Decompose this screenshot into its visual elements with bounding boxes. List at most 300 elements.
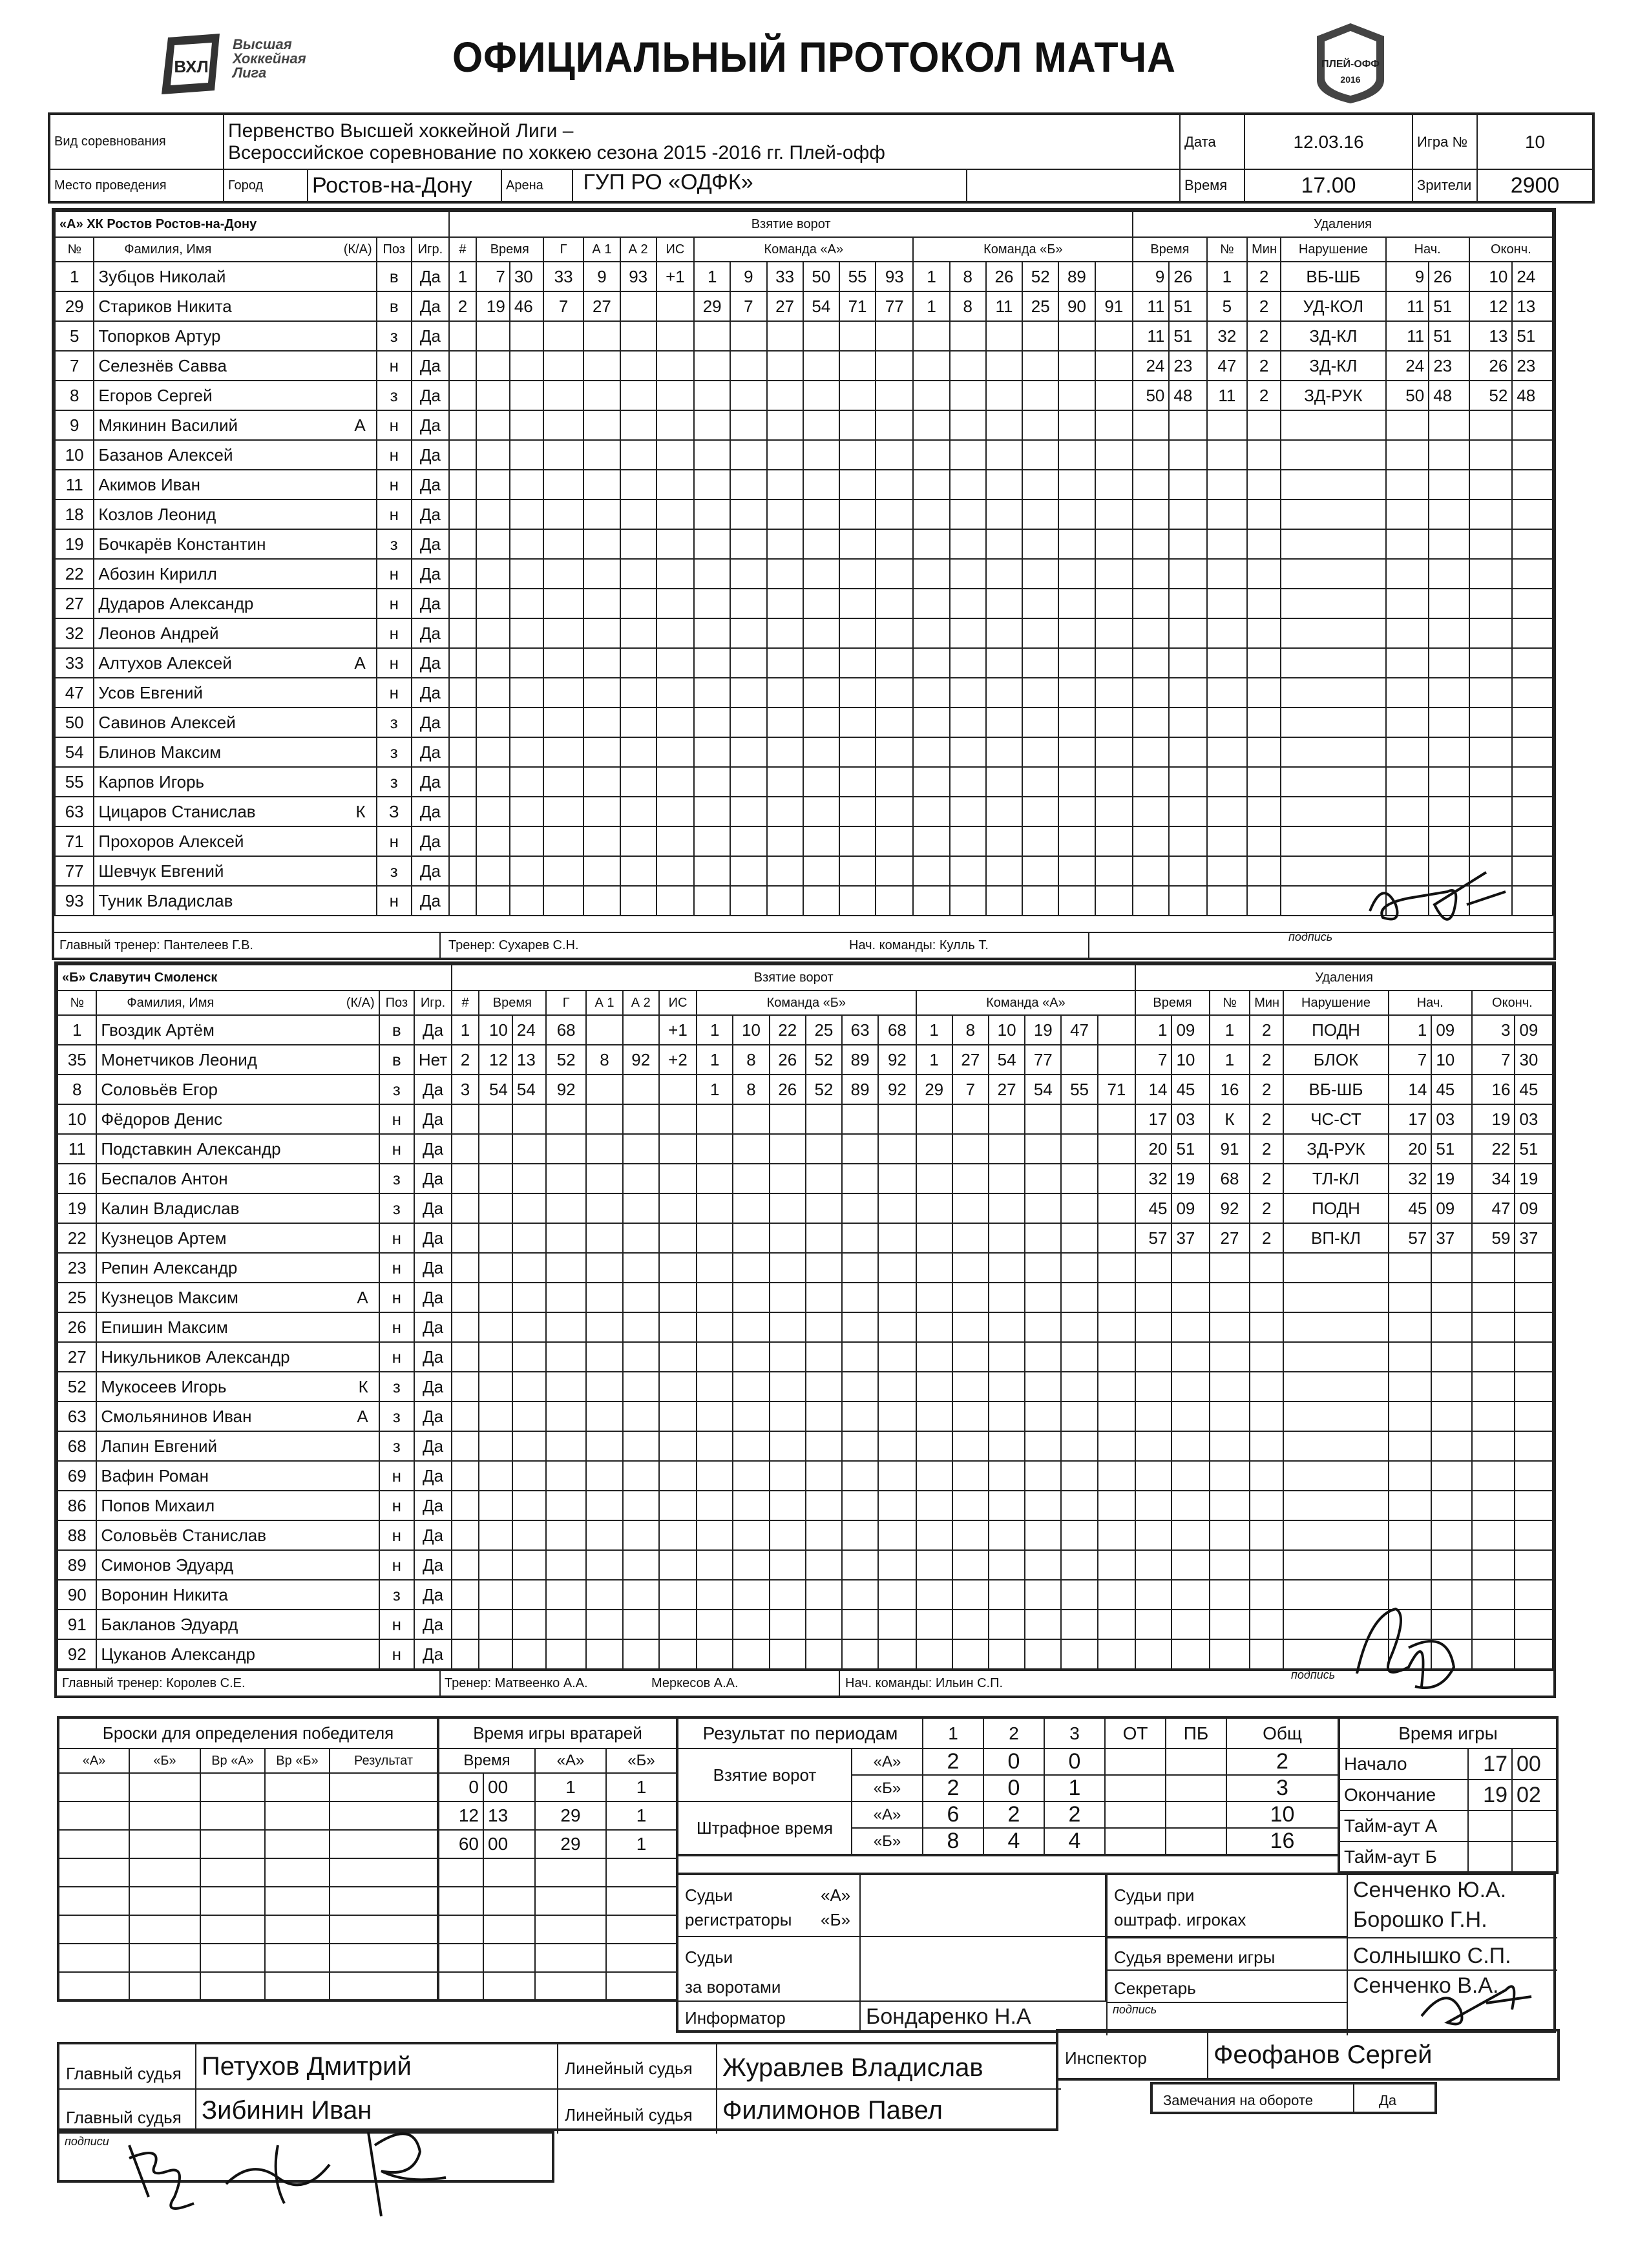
on-ice-player	[1098, 1104, 1136, 1134]
goal-strength	[659, 1402, 697, 1431]
on-ice-player	[1058, 589, 1095, 618]
player-position: н	[379, 1223, 414, 1253]
goal-scorer	[546, 1134, 586, 1164]
goal-scorer: 92	[546, 1075, 586, 1104]
penalty-second	[1169, 499, 1206, 529]
on-ice-player	[916, 1610, 952, 1639]
on-ice-player	[989, 1491, 1025, 1520]
player-row	[58, 1372, 1553, 1402]
spectators-value: 2900	[1477, 169, 1593, 202]
penalty-end-second	[1512, 678, 1553, 708]
goal-assist2	[623, 1431, 659, 1461]
penalty-minute	[1133, 440, 1169, 470]
on-ice-player	[989, 1520, 1025, 1550]
penalty-end-minute: 12	[1469, 291, 1513, 321]
date-value: 12.03.16	[1245, 114, 1413, 169]
on-ice-player: 92	[878, 1075, 916, 1104]
on-ice-player	[803, 529, 839, 559]
on-ice-player	[730, 589, 766, 618]
penalty-second	[1171, 1639, 1209, 1669]
goalie-b: 1	[606, 1801, 677, 1830]
player-number: 10	[55, 440, 94, 470]
on-ice-player	[694, 410, 730, 440]
goal-minute	[479, 1550, 512, 1580]
player-name: Мякинин Василий	[98, 415, 238, 435]
penalty-end-second	[1512, 767, 1553, 797]
shootout-cell	[265, 1830, 330, 1858]
on-ice-player	[916, 1372, 952, 1402]
goal-number	[452, 1550, 479, 1580]
on-ice-player: 26	[770, 1045, 806, 1075]
on-ice-player	[950, 648, 986, 678]
on-ice-player	[767, 410, 803, 440]
secretary-label: Секретарь	[1114, 1979, 1196, 1998]
goal-number	[449, 678, 476, 708]
penalty-infraction	[1281, 410, 1385, 440]
on-ice-player	[730, 499, 766, 529]
period-value	[1166, 1828, 1226, 1855]
player-name-cell	[96, 1431, 379, 1461]
goal-scorer	[543, 410, 583, 440]
goal-strength	[656, 589, 694, 618]
goalie-b	[606, 1944, 677, 1972]
on-ice-player	[697, 1253, 733, 1283]
on-ice-player	[770, 1104, 806, 1134]
goal-minute	[479, 1223, 512, 1253]
penalty-second: 19	[1171, 1164, 1209, 1193]
penalty-infraction: ПОДН	[1283, 1015, 1388, 1045]
penalty-end-minute: 16	[1472, 1075, 1515, 1104]
penalty-start-second	[1429, 767, 1469, 797]
shootout-cell	[330, 1887, 438, 1915]
on-ice-player	[952, 1580, 989, 1610]
player-number: 89	[58, 1550, 96, 1580]
penalty-minutes	[1247, 797, 1281, 826]
on-ice-player	[1061, 1550, 1097, 1580]
penalty-end-second	[1512, 499, 1553, 529]
player-name-cell	[94, 856, 376, 886]
player-number: 91	[58, 1610, 96, 1639]
penalty-start-minute	[1386, 737, 1429, 767]
player-played: Да	[414, 1134, 452, 1164]
on-ice-player	[950, 589, 986, 618]
penalty-start-minute	[1389, 1431, 1432, 1461]
goal-assist1	[586, 1164, 622, 1193]
on-ice-player	[770, 1402, 806, 1431]
on-ice-player	[1095, 321, 1133, 351]
on-ice-player	[733, 1402, 769, 1431]
on-ice-player	[878, 1461, 916, 1491]
penalty-end-second: 37	[1515, 1223, 1553, 1253]
on-ice-player	[694, 826, 730, 856]
penalty-second	[1171, 1431, 1209, 1461]
player-name-cell	[94, 826, 376, 856]
periods-table	[676, 1716, 1340, 1856]
player-number: 35	[58, 1045, 96, 1075]
on-ice-player	[806, 1193, 842, 1223]
goal-minute	[479, 1639, 512, 1669]
on-ice-player	[806, 1104, 842, 1134]
player-name-cell	[94, 767, 376, 797]
goal-assist2	[623, 1283, 659, 1312]
penalty-start-second	[1429, 826, 1469, 856]
on-ice-player	[730, 351, 766, 381]
player-row	[58, 1461, 1553, 1491]
on-ice-player: 27	[989, 1075, 1025, 1104]
player-played: Да	[412, 589, 449, 618]
on-ice-player	[876, 470, 913, 499]
on-ice-player	[878, 1253, 916, 1283]
penalty-start-second	[1431, 1461, 1471, 1491]
on-ice-player	[839, 470, 876, 499]
penalty-end-minute: 13	[1469, 321, 1513, 351]
on-ice-player	[806, 1342, 842, 1372]
head-referee-2: Зибинин Иван	[202, 2096, 372, 2125]
penalty-end-second	[1512, 470, 1553, 499]
player-row	[58, 1402, 1553, 1431]
penalty-minutes	[1247, 589, 1281, 618]
arena-cell	[501, 169, 967, 202]
goalie-second	[483, 1887, 535, 1915]
player-number: 10	[58, 1104, 96, 1134]
goal-scorer	[546, 1193, 586, 1223]
on-ice-player	[1095, 886, 1133, 916]
goal-number	[449, 737, 476, 767]
penalty-second: 51	[1169, 291, 1206, 321]
penalty-start-second: 03	[1431, 1104, 1471, 1134]
on-ice-player	[803, 351, 839, 381]
on-ice-player	[989, 1461, 1025, 1491]
penalty-minutes: 2	[1250, 1193, 1283, 1223]
secretary-signature	[1409, 1964, 1538, 2035]
on-ice-player	[876, 856, 913, 886]
player-number: 5	[55, 321, 94, 351]
on-ice-player	[986, 440, 1022, 470]
penalty-minutes	[1250, 1610, 1283, 1639]
on-ice-player	[986, 618, 1022, 648]
goal-strength	[659, 1312, 697, 1342]
on-ice-player	[1058, 559, 1095, 589]
goal-judges-label-1: Судьи	[685, 1948, 733, 1967]
goal-assist1	[586, 1312, 622, 1342]
shootout-cell	[58, 1773, 129, 1801]
goal-assist2	[623, 1550, 659, 1580]
penalty-minutes: 2	[1250, 1134, 1283, 1164]
goal-minute	[476, 767, 510, 797]
penalty-infraction	[1281, 797, 1385, 826]
penalty-minute	[1135, 1253, 1171, 1283]
goal-strength	[659, 1491, 697, 1520]
goal-strength	[656, 559, 694, 589]
goalie-minute	[438, 1915, 483, 1944]
player-captain-mark: А	[357, 1406, 368, 1426]
on-ice-player	[1022, 886, 1058, 916]
goal-strength	[656, 470, 694, 499]
on-ice-player	[803, 410, 839, 440]
shootout-cell	[129, 1972, 200, 2000]
on-ice-player	[1058, 856, 1095, 886]
penalty-minutes: 2	[1250, 1223, 1283, 1253]
on-ice-player	[950, 886, 986, 916]
penalty-end-second	[1512, 529, 1553, 559]
shootout-cell	[200, 1944, 265, 1972]
player-position: в	[377, 262, 412, 291]
on-ice-player: 77	[1025, 1045, 1061, 1075]
shootout-title: Броски для определения победителя	[58, 1717, 438, 1748]
penalty-second: 37	[1171, 1223, 1209, 1253]
shootout-cell	[58, 1887, 129, 1915]
goal-scorer	[546, 1283, 586, 1312]
shootout-cell	[129, 1915, 200, 1944]
on-ice-player	[803, 886, 839, 916]
arena-label: Арена	[502, 170, 573, 201]
penalty-start-minute	[1389, 1491, 1432, 1520]
player-number: 55	[55, 767, 94, 797]
goal-number	[449, 529, 476, 559]
penalty-start-minute: 9	[1386, 262, 1429, 291]
timeout-a-label: Тайм-аут А	[1339, 1811, 1468, 1842]
col-name-label: Фамилия, Имя	[127, 995, 215, 1010]
penalty-end-minute	[1469, 767, 1513, 797]
on-ice-player	[876, 440, 913, 470]
goal-minute	[476, 678, 510, 708]
penalty-box-judge-2: Борошко Г.Н.	[1353, 1907, 1487, 1932]
on-ice-player	[1061, 1610, 1097, 1639]
shootout-cell	[265, 1972, 330, 2000]
player-played: Да	[414, 1639, 452, 1669]
player-played: Да	[414, 1223, 452, 1253]
penalty-minute	[1135, 1402, 1171, 1431]
goal-number	[452, 1253, 479, 1283]
shootout-cell	[265, 1773, 330, 1801]
penalty-end-minute	[1469, 797, 1513, 826]
goalie-col-time: Время	[438, 1748, 535, 1773]
penalty-end-minute: 52	[1469, 381, 1513, 410]
goal-number	[452, 1461, 479, 1491]
goal-number: 3	[452, 1075, 479, 1104]
col-strength: ИС	[659, 991, 697, 1015]
penalty-minute	[1133, 470, 1169, 499]
on-ice-player: 91	[1095, 291, 1133, 321]
goal-minute	[479, 1372, 512, 1402]
player-name-cell	[94, 678, 376, 708]
goalie-second	[483, 1858, 535, 1887]
penalty-player	[1207, 737, 1247, 767]
penalty-player	[1207, 529, 1247, 559]
on-ice-player	[839, 559, 876, 589]
player-position: з	[377, 529, 412, 559]
goal-assist2	[623, 1580, 659, 1610]
penalty-end-minute	[1472, 1402, 1515, 1431]
goal-scorer	[543, 797, 583, 826]
player-row	[58, 1104, 1553, 1134]
on-ice-player	[1022, 381, 1058, 410]
penalty-end-minute	[1469, 589, 1513, 618]
player-name: Шевчук Евгений	[98, 861, 224, 881]
goalie-col-b: «Б»	[606, 1748, 677, 1773]
penalty-start-minute: 17	[1389, 1104, 1432, 1134]
penalties-header: Удаления	[1133, 211, 1553, 237]
on-ice-player: 25	[1022, 291, 1058, 321]
goal-assist1	[583, 708, 620, 737]
on-ice-player	[916, 1134, 952, 1164]
shootout-cell	[330, 1944, 438, 1972]
goal-assist2	[623, 1491, 659, 1520]
penalty-infraction: ЗД-КЛ	[1281, 321, 1385, 351]
player-position: з	[377, 381, 412, 410]
on-ice-player	[697, 1312, 733, 1342]
player-row	[58, 1015, 1553, 1045]
player-name: Репин Александр	[101, 1257, 238, 1277]
penalty-start-minute	[1386, 678, 1429, 708]
on-ice-player	[916, 1193, 952, 1223]
penalty-start-second	[1429, 618, 1469, 648]
goal-number	[452, 1402, 479, 1431]
player-position: з	[379, 1431, 414, 1461]
on-ice-player	[916, 1253, 952, 1283]
on-ice-player	[806, 1134, 842, 1164]
penalty-second: 51	[1169, 321, 1206, 351]
period-col: 2	[983, 1717, 1044, 1748]
penalty-minute: 50	[1133, 381, 1169, 410]
player-name-cell	[96, 1461, 379, 1491]
penalty-start-second: 09	[1431, 1015, 1471, 1045]
on-ice-player	[1022, 826, 1058, 856]
on-ice-player	[803, 678, 839, 708]
on-ice-player	[767, 737, 803, 767]
goal-second	[512, 1639, 546, 1669]
team-b-grid	[57, 964, 1553, 1670]
on-ice-player	[1095, 559, 1133, 589]
penalty-minute	[1133, 767, 1169, 797]
on-ice-player	[767, 381, 803, 410]
on-ice-player	[878, 1491, 916, 1520]
time-value: 17.00	[1245, 169, 1413, 202]
on-ice-player	[1095, 856, 1133, 886]
period-value	[1166, 1801, 1226, 1828]
on-ice-player	[876, 381, 913, 410]
player-name: Дударов Александр	[98, 593, 254, 613]
player-position: н	[377, 618, 412, 648]
penalty-end-second	[1515, 1402, 1553, 1431]
goal-second	[512, 1402, 546, 1431]
penalty-end-minute	[1469, 410, 1513, 440]
goalie-minute	[438, 1944, 483, 1972]
penalty-minute	[1135, 1580, 1171, 1610]
goal-second	[510, 826, 543, 856]
on-ice-player	[697, 1134, 733, 1164]
player-played: Да	[412, 797, 449, 826]
goal-number	[452, 1580, 479, 1610]
penalty-start-minute	[1386, 529, 1429, 559]
penalty-minute	[1133, 886, 1169, 916]
penalty-minute: 24	[1133, 351, 1169, 381]
on-ice-player	[876, 618, 913, 648]
on-ice-player	[806, 1520, 842, 1550]
penalty-minutes: 2	[1247, 262, 1281, 291]
goal-assist2	[620, 678, 656, 708]
penalty-second: 23	[1169, 351, 1206, 381]
goal-minute	[476, 737, 510, 767]
player-row	[55, 708, 1553, 737]
on-ice-player	[803, 797, 839, 826]
period-value: 10	[1226, 1801, 1339, 1828]
team-a-section	[52, 208, 1556, 960]
penalty-player	[1210, 1253, 1250, 1283]
game-end-label: Окончание	[1339, 1780, 1468, 1811]
on-ice-player	[697, 1610, 733, 1639]
penalty-start-minute	[1389, 1253, 1432, 1283]
on-ice-player	[803, 618, 839, 648]
penalty-player	[1210, 1283, 1250, 1312]
on-ice-player	[1098, 1342, 1136, 1372]
on-ice-player	[916, 1550, 952, 1580]
period-col: ОТ	[1105, 1717, 1166, 1748]
goal-scorer	[546, 1223, 586, 1253]
goal-second	[510, 797, 543, 826]
on-ice-player	[733, 1520, 769, 1550]
penalty-player: 11	[1207, 381, 1247, 410]
svg-text:ВХЛ: ВХЛ	[174, 57, 209, 76]
on-ice-player	[697, 1104, 733, 1134]
goal-number	[452, 1610, 479, 1639]
on-ice-player	[694, 589, 730, 618]
goalie-minute: 0	[438, 1773, 483, 1801]
goal-scorer	[546, 1520, 586, 1550]
player-played: Да	[414, 1283, 452, 1312]
penalty-player	[1207, 410, 1247, 440]
player-row	[58, 1550, 1553, 1580]
player-row	[55, 856, 1553, 886]
penalty-start-second	[1429, 470, 1469, 499]
shootout-cell	[265, 1944, 330, 1972]
on-ice-player	[803, 589, 839, 618]
penalty-end-minute	[1472, 1610, 1515, 1639]
player-name: Прохоров Алексей	[98, 831, 244, 851]
goal-minute	[476, 589, 510, 618]
period-value: 2	[923, 1748, 983, 1775]
on-ice-player	[1095, 678, 1133, 708]
game-start-hour: 17	[1468, 1748, 1512, 1780]
penalty-end-minute: 26	[1469, 351, 1513, 381]
penalty-end-second	[1512, 440, 1553, 470]
shootout-cell	[58, 1915, 129, 1944]
goalie-a: 1	[535, 1773, 606, 1801]
penalty-minute	[1135, 1461, 1171, 1491]
page-title: ОФИЦИАЛЬНЫЙ ПРОТОКОЛ МАТЧА	[452, 33, 1176, 81]
penalty-minutes: 2	[1247, 351, 1281, 381]
penalty-end-minute	[1472, 1580, 1515, 1610]
on-ice-player	[1058, 886, 1095, 916]
col-pen-time: Время	[1133, 237, 1207, 262]
player-name-cell	[96, 1223, 379, 1253]
on-ice-player	[950, 410, 986, 440]
penalty-second	[1169, 767, 1206, 797]
goal-number	[452, 1312, 479, 1342]
penalty-second	[1171, 1253, 1209, 1283]
goal-second	[512, 1283, 546, 1312]
on-ice-player	[876, 410, 913, 440]
player-position: н	[379, 1312, 414, 1342]
goal-strength: +1	[659, 1015, 697, 1045]
on-ice-player: 25	[806, 1015, 842, 1045]
shootout-cell	[330, 1773, 438, 1801]
on-ice-player	[913, 589, 949, 618]
player-played: Да	[412, 321, 449, 351]
penalty-player	[1210, 1491, 1250, 1520]
on-ice-player	[694, 470, 730, 499]
on-ice-player: 27	[952, 1045, 989, 1075]
